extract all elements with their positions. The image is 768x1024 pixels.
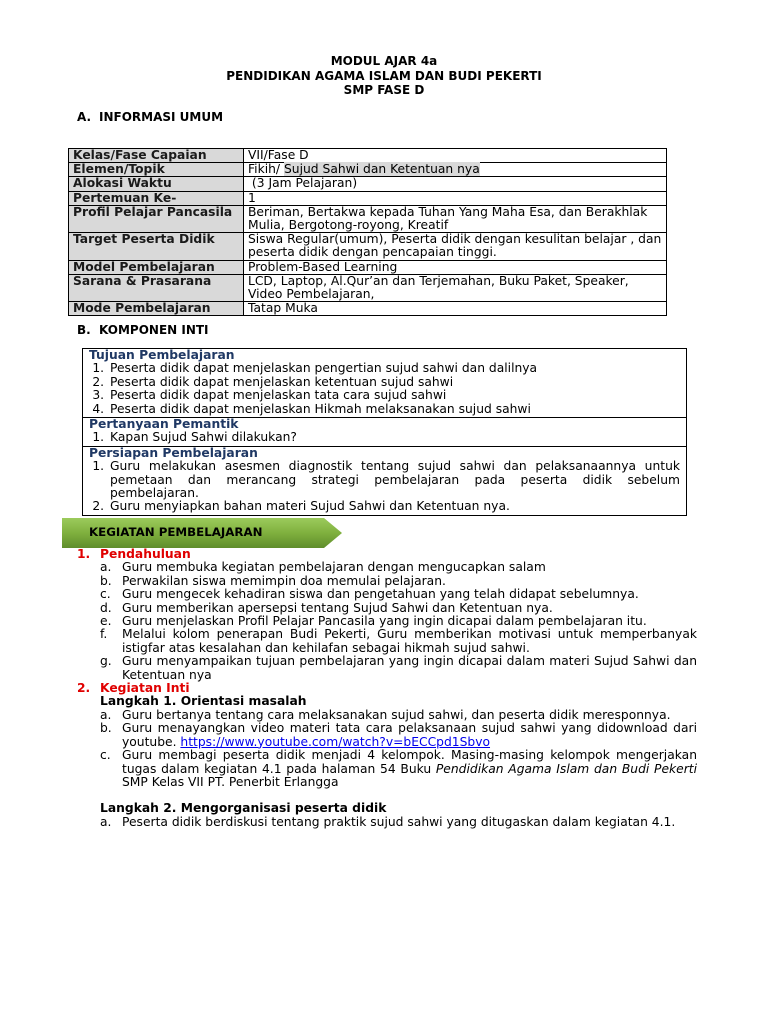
info-key: Sarana & Prasarana	[69, 274, 244, 301]
table-row	[69, 149, 667, 163]
list-item: 2. Peserta didik dapat menjelaskan ketentuan sujud sahwi	[108, 376, 680, 389]
step-2-heading: Langkah 2. Mengorganisasi peserta didik	[100, 801, 387, 816]
list-item: g. Guru menyampaikan tujuan pembelajaran yang ingin dicapai dalam materi Sujud Sahwi dan Ketentuan nya	[100, 654, 697, 682]
table-row	[69, 260, 667, 274]
banner-label: KEGIATAN PEMBELAJARAN	[89, 525, 263, 539]
table-row	[69, 205, 667, 232]
table-row	[69, 163, 667, 177]
info-table	[68, 148, 667, 316]
section-a-heading: A. INFORMASI UMUM	[77, 110, 224, 124]
tujuan-section	[83, 349, 686, 418]
list-item: 4. Peserta didik dapat menjelaskan Hikmah melaksanakan sujud sahwi	[108, 403, 680, 416]
info-key: Profil Pelajar Pancasila	[69, 205, 244, 232]
kegiatan-banner	[62, 518, 342, 548]
list-item: d. Guru memberikan apersepsi tentang Sujud Sahwi dan Ketentuan nya.	[100, 600, 553, 615]
list-item: 1. Peserta didik dapat menjelaskan pengertian sujud sahwi dan dalilnya	[108, 362, 680, 375]
highlighted-topic: Sujud Sahwi dan Ketentuan nya	[283, 162, 480, 177]
info-value: Siswa Regular(umum), Peserta didik dengan kesulitan belajar , dan peserta didik dengan pencapaian tinggi.	[244, 233, 667, 260]
info-key: Target Peserta Didik	[69, 233, 244, 260]
list-item: c. Guru membagi peserta didik menjadi 4 kelompok. Masing-masing kelompok mengerjakan tugas dalam kegiatan 4.1 pada halaman 54 Buku Pendidikan Agama Islam dan Budi Pekerti SMP Kelas VII PT. Penerbit Erlangga	[100, 748, 697, 789]
info-value: Tatap Muka	[244, 302, 667, 316]
table-row	[69, 177, 667, 191]
list-item: 2. Guru menyiapkan bahan materi Sujud Sahwi dan Ketentuan nya.	[108, 500, 680, 513]
info-key: Model Pembelajaran	[69, 260, 244, 274]
pendahuluan-section	[77, 548, 697, 829]
section-b-heading: B. KOMPONEN INTI	[77, 323, 209, 337]
tujuan-list	[89, 362, 680, 416]
pertanyaan-section	[83, 418, 686, 447]
phase-title: SMP FASE D	[343, 83, 425, 97]
list-item: f. Melalui kolom penerapan Budi Pekerti, Guru memberikan motivasi untuk memperbanyak istigfar atas kesalahan dan kehilafan sebagai hikmah sujud sahwi.	[100, 627, 697, 655]
table-row	[69, 274, 667, 301]
list-item: b. Guru menayangkan video materi tata cara pelaksanaan sujud sahwi yang didownload dari youtube. https://www.youtube.com/watch?v=bECCpd1Sbvo	[100, 721, 697, 749]
list-item: a. Peserta didik berdiskusi tentang praktik sujud sahwi yang ditugaskan dalam kegiatan 4.1.	[100, 814, 676, 829]
info-value: VII/Fase D	[244, 149, 667, 163]
info-key: Pertemuan Ke-	[69, 191, 244, 205]
persiapan-list	[89, 460, 680, 514]
info-key: Kelas/Fase Capaian	[69, 149, 244, 163]
list-item: c. Guru mengecek kehadiran siswa dan pengetahuan yang telah didapat sebelumnya.	[100, 587, 639, 602]
tujuan-title: Tujuan Pembelajaran	[89, 348, 235, 362]
list-item: e. Guru menjelaskan Profil Pelajar Pancasila yang ingin dicapai dalam pembelajaran itu.	[100, 614, 647, 629]
kegiatan-inti-heading: 2. Kegiatan Inti	[77, 681, 190, 696]
info-value: (3 Jam Pelajaran)	[244, 177, 667, 191]
persiapan-section	[83, 447, 686, 515]
pertanyaan-list	[89, 431, 680, 444]
step-1-heading: Langkah 1. Orientasi masalah	[100, 694, 307, 709]
list-item: 3. Peserta didik dapat menjelaskan tata cara sujud sahwi	[108, 389, 680, 402]
info-value: LCD, Laptop, Al.Qur’an dan Terjemahan, Buku Paket, Speaker, Video Pembelajaran,	[244, 274, 667, 301]
table-row	[69, 233, 667, 260]
info-key: Elemen/Topik	[69, 163, 244, 177]
youtube-link[interactable]: https://www.youtube.com/watch?v=bECCpd1Sbvo	[180, 734, 491, 749]
list-item: 1. Kapan Sujud Sahwi dilakukan?	[108, 431, 680, 444]
info-key: Alokasi Waktu	[69, 177, 244, 191]
list-item: b. Perwakilan siswa memimpin doa memulai pelajaran.	[100, 573, 446, 588]
list-item: a. Guru membuka kegiatan pembelajaran dengan mengucapkan salam	[100, 560, 546, 575]
info-key: Mode Pembelajaran	[69, 302, 244, 316]
komponen-inti-box	[82, 348, 687, 516]
subject-title: PENDIDIKAN AGAMA ISLAM DAN BUDI PEKERTI	[226, 69, 542, 83]
info-value: Fikih/ Sujud Sahwi dan Ketentuan nya	[244, 163, 667, 177]
table-row	[69, 191, 667, 205]
module-title: MODUL AJAR 4a	[330, 54, 438, 68]
persiapan-title: Persiapan Pembelajaran	[89, 445, 258, 460]
table-row	[69, 302, 667, 316]
info-value: Problem-Based Learning	[244, 260, 667, 274]
info-value: Beriman, Bertakwa kepada Tuhan Yang Maha Esa, dan Berakhlak Mulia, Bergotong-royong, Kreatif	[244, 205, 667, 232]
book-title: Pendidikan Agama Islam dan Budi Pekerti	[435, 761, 697, 776]
list-item: 1. Guru melakukan asesmen diagnostik tentang sujud sahwi dan pelaksanaannya untuk pemetaan dan merancang strategi pembelajaran pada peserta didik sebelum pembelajaran.	[108, 460, 680, 500]
pendahuluan-heading: 1. Pendahuluan	[77, 547, 191, 561]
pertanyaan-title: Pertanyaan Pemantik	[89, 417, 239, 432]
list-item: a. Guru bertanya tentang cara melaksanakan sujud sahwi, dan peserta didik meresponnya.	[100, 707, 671, 722]
info-value: 1	[244, 191, 667, 205]
